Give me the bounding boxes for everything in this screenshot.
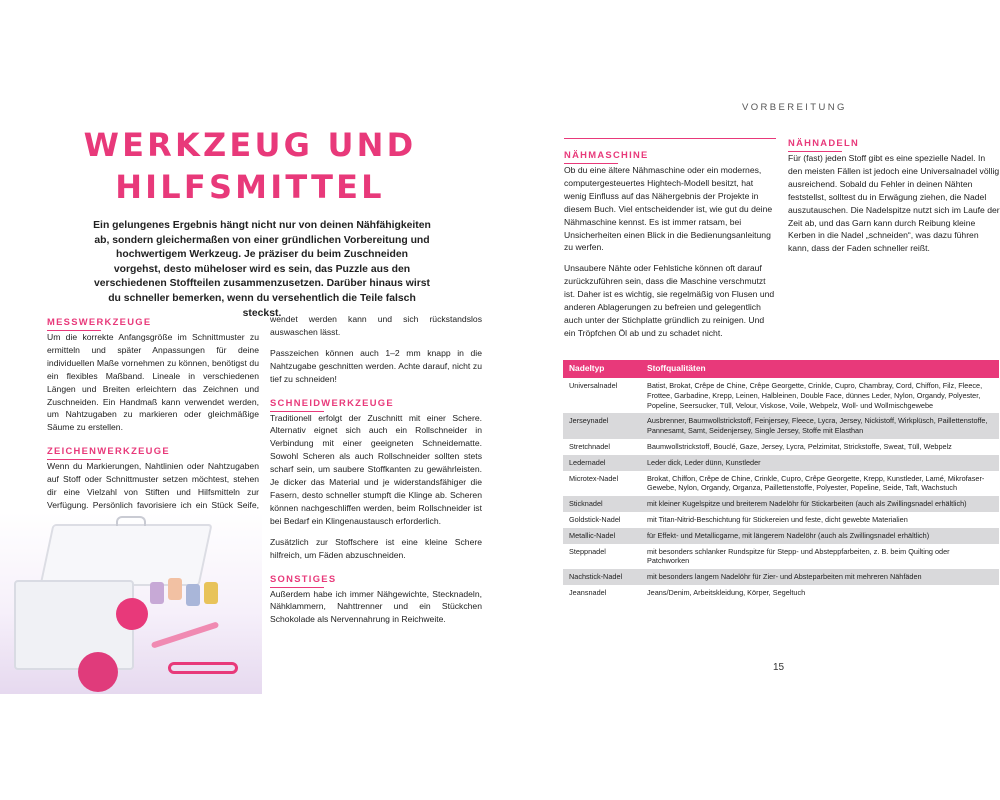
table-row xyxy=(563,455,999,471)
book-spine xyxy=(524,0,538,800)
table-row xyxy=(563,471,999,497)
running-head: VORBEREITUNG xyxy=(742,102,847,113)
fabric-qualities: für Effekt- und Metallicgarne, mit längerem Nadelöhr (auch als Zwillingsnadel erhältlich) xyxy=(641,528,999,544)
heading-zeichenwerkzeuge: ZEICHENWERKZEUGE xyxy=(47,445,170,457)
needle-type: Goldstick-Nadel xyxy=(563,512,641,528)
measuring-tape xyxy=(151,621,219,648)
text-naehnadeln: Für (fast) jeden Stoff gibt es eine spezielle Nadel. In den meisten Fällen ist jedoch eine Universalnadel völlig ausreichend. Sobald du Fehler in deinen Nähten feststellst, solltest du in Erwägung ziehen, die Nadel auszutauschen. Die Nadelspitze nutzt sich im Laufe der Zeit ab, und das Garn kann durch Reibung kleine Kerben in die Nadel „schneiden“, was dazu führen kann, dass der Faden schneller reißt. xyxy=(788,153,1000,254)
heading-schneidwerkzeuge: SCHNEIDWERKZEUGE xyxy=(270,396,394,408)
needle-table xyxy=(563,360,999,601)
text-passzeichen: Passzeichen können auch 1–2 mm knapp in die Nahtzugabe geschnitten werden. Achte darauf, nicht zu tief zu schneiden! xyxy=(270,347,482,384)
fabric-qualities: mit besonders schlanker Rundspitze für Stepp- und Absteppfarbeiten, z. B. beim Quilting oder Patchworken xyxy=(641,544,999,570)
fabric-qualities: mit besonders langem Nadelöhr für Zier- und Absteparbeiten mit mehreren Nähfäden xyxy=(641,569,999,585)
fabric-qualities: mit Titan-Nitrid-Beschichtung für Stickereien und feste, dicht gewebte Materialien xyxy=(641,512,999,528)
right-column-b xyxy=(788,134,1000,255)
column-top-rule xyxy=(564,138,776,139)
table-row xyxy=(563,528,999,544)
fabric-qualities: Jeans/Denim, Arbeitskleidung, Körper, Segeltuch xyxy=(641,585,999,601)
table-header-row xyxy=(563,360,999,378)
table-row xyxy=(563,496,999,512)
fabric-qualities: Batist, Brokat, Crêpe de Chine, Crêpe Georgette, Crinkle, Cupro, Chambray, Cord, Chiffon, Filz, Fleece, Frottee, Garbadine, Krepp, Leinen, Halbleinen, Double Face, dünnes Leder, Nylon, Organdy, Polyester, Popeline, Seersucker, Tüll, Velour, Viskose, Voile, Webpelz, Woll- und Wollmischgewebe xyxy=(641,378,999,413)
fabric-qualities: Leder dick, Leder dünn, Kunstleder xyxy=(641,455,999,471)
box-lid xyxy=(39,524,212,586)
table-row xyxy=(563,378,999,413)
intro-paragraph: Ein gelungenes Ergebnis hängt nicht nur von deinen Nähfähigkeiten ab, sondern gleichermaßen von einer gründlichen Vorbereitung und hochwertigem Werkzeug. Je präziser du beim Zuschneiden vorgehst, desto müheloser wird es sein, das Puzzle aus den verschiedenen Stoffteilen zusammenzusetzen. Darüber hinaus wirst du schneller bemerken, wenn du versehentlich die Teile falsch steckst. xyxy=(93,220,431,319)
table-row xyxy=(563,439,999,455)
text-sonstiges: Außerdem habe ich immer Nähgewichte, Stecknadeln, Nähklammern, Nahttrenner und ein Stückchen Schokolade als Nervennahrung in Reichweite. xyxy=(270,588,482,625)
table-row xyxy=(563,512,999,528)
table-header-type: Nadeltyp xyxy=(563,360,641,378)
thread-spool xyxy=(204,582,218,604)
chapter-title xyxy=(0,124,500,208)
needle-type: Metallic-Nadel xyxy=(563,528,641,544)
text-zeichen-continued: wendet werden kann und sich rückstandslos auswaschen lässt. xyxy=(270,314,482,337)
needle-type: Microtex-Nadel xyxy=(563,471,641,497)
page-number: 15 xyxy=(773,662,785,673)
text-naehmaschine-1: Ob du eine ältere Nähmaschine oder ein modernes, computergesteuertes Hightech-Modell besitzt, hat wenig Einfluss auf das Nähergebnis der Projekte in diesem Buch. Viel entscheidender ist, wie gut du deine Nähmaschine kennst. Es ist immer ratsam, bei Unsicherheiten einen Blick in die Bedienungsanleitung zu werfen. xyxy=(564,165,773,253)
fabric-qualities: mit kleiner Kugelspitze und breiterem Nadelöhr für Stickarbeiten (auch als Zwillingsnadel erhältlich) xyxy=(641,496,999,512)
fabric-qualities: Ausbrenner, Baumwollstrickstoff, Feinjersey, Fleece, Lycra, Jersey, Nickistoff, Wirkplüsch, Paillettenstoffe, Pannesamt, Samt, Seidenjersey, Single Jersey, Stoffe mit Elasthan xyxy=(641,413,999,439)
thread-spool xyxy=(186,584,200,606)
right-column-a xyxy=(564,146,776,340)
needle-type: Steppnadel xyxy=(563,544,641,570)
heading-naehmaschine: NÄHMASCHINE xyxy=(564,149,649,160)
needle-type: Nachstick-Nadel xyxy=(563,569,641,585)
table-row xyxy=(563,585,999,601)
needle-type: Jerseynadel xyxy=(563,413,641,439)
needle-type: Ledernadel xyxy=(563,455,641,471)
table-row xyxy=(563,569,999,585)
heading-naehnadeln: NÄHNADELN xyxy=(788,137,860,148)
left-column-a xyxy=(47,313,259,525)
fabric-qualities: Brokat, Chiffon, Crêpe de Chine, Crinkle, Cupro, Crêpe Georgette, Krepp, Kunstleder, Lamé, Mikrofaser-Gewebe, Nylon, Organdy, Organza, Paillettenstoffe, Polyester, Popeline, Seide, Taft, Wachstuch xyxy=(641,471,999,497)
needle-type: Jeansnadel xyxy=(563,585,641,601)
heading-messwerkzeuge: MESSWERKZEUGE xyxy=(47,316,152,327)
text-schneidwerkzeuge: Traditionell erfolgt der Zuschnitt mit einer Schere. Alternativ eignet sich auch ein Rollschneider in Verbindung mit einer geeigneten Schneidematte. Sowohl Scheren als auch Rollschneider sollten stets scharf sein, um saubere Stoffkanten zu gewährleisten. Je dicker das Material und je widerstandsfähiger die Fasern, desto schneller stumpft die Klinge ab. Scheren können nachgeschliffen werden, beim Rollschneider ist bei Bedarf ein Klingenaustausch erforderlich. xyxy=(270,412,482,526)
thread-spool xyxy=(150,582,164,604)
scissors xyxy=(168,662,238,674)
pink-roller xyxy=(78,652,118,692)
needle-type: Universalnadel xyxy=(563,378,641,413)
table-row xyxy=(563,544,999,570)
sewing-box xyxy=(14,580,134,670)
table-row xyxy=(563,413,999,439)
box-handle xyxy=(116,516,146,526)
chapter-title-line-2: HILFSMITTEL xyxy=(115,168,385,206)
fabric-qualities: Baumwollstrickstoff, Bouclé, Gaze, Jersey, Lycra, Pelzimitat, Strickstoffe, Sweat, Tüll, Webpelz xyxy=(641,439,999,455)
sewing-box-photo xyxy=(0,512,262,694)
pincushion xyxy=(116,598,148,630)
chapter-title-line-1: WERKZEUG UND xyxy=(83,126,417,164)
needle-type: Stretchnadel xyxy=(563,439,641,455)
table-header-quality: Stoffqualitäten xyxy=(641,360,999,378)
text-zeichenwerkzeuge: Wenn du Markierungen, Nahtlinien oder Nahtzugaben auf Stoff oder Schnittmuster setzen möchtest, stehen dir eine Vielzahl von Stiften und Hilfsmitteln zur Verfügung. Persönlich favorisiere ich ein Stück Seife, xyxy=(47,461,259,510)
needle-type: Sticknadel xyxy=(563,496,641,512)
thread-spool xyxy=(168,578,182,600)
text-messwerkzeuge: Um die korrekte Anfangsgröße im Schnittmuster zu ermitteln und später Anpassungen für deine individuellen Maße vornehmen zu können, benötigst du ein flexibles Maßband. Lineale in verschiedenen Längen und Breiten erleichtern das Zeichnen und Zuschneiden. Ein Handmaß kann verwendet werden, um Nahtzugaben zu markieren oder gleichmäßige Säume zu erstellen. xyxy=(47,332,259,433)
text-kleine-schere: Zusätzlich zur Stoffschere ist eine kleine Schere hilfreich, um Fäden abzuschneiden. xyxy=(270,536,482,560)
left-column-b xyxy=(270,313,482,626)
text-naehmaschine-2: Unsaubere Nähte oder Fehlstiche können oft darauf zurückzuführen sein, dass die Maschine verschmutzt ist. Daher ist es wichtig, sie regelmäßig von Flusen und anderen Ablagerungen zu befreien und gelegentlich auch unter der Stichplatte gründlich zu reinigen. Und ein Tröpfchen Öl ab und zu schadet nicht. xyxy=(564,263,775,338)
heading-sonstiges: SONSTIGES xyxy=(270,572,337,584)
